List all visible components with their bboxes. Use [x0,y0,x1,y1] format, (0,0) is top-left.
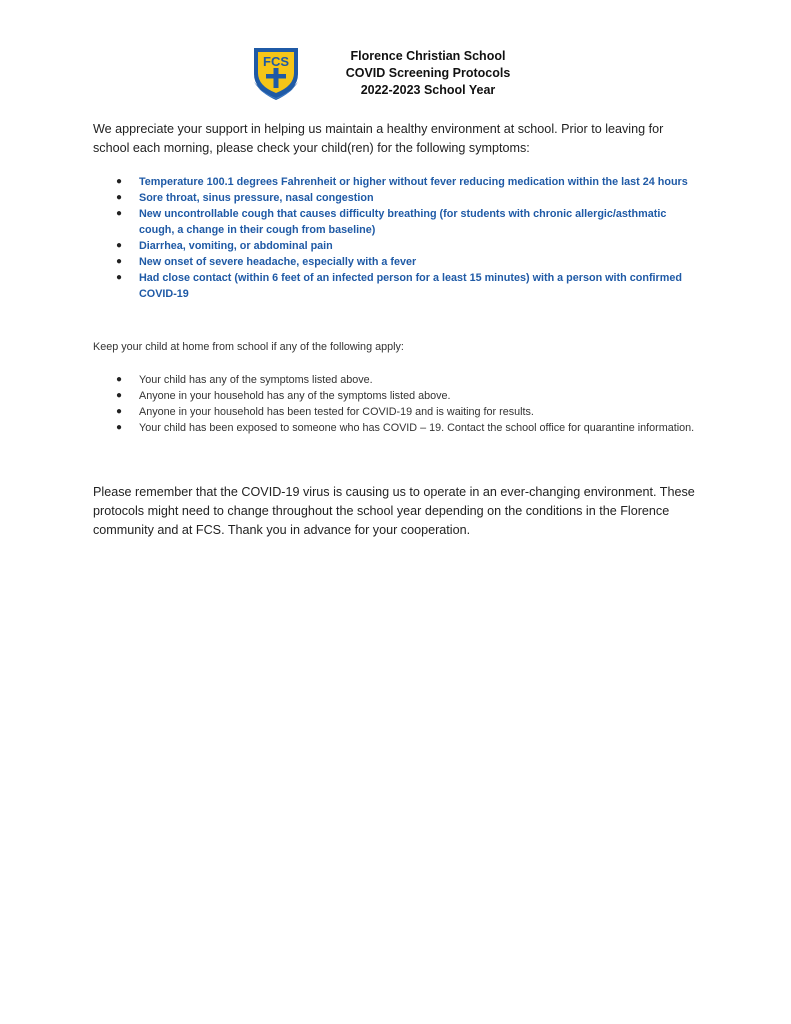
bullet-icon: ● [116,192,123,203]
list-item [93,404,703,420]
intro-paragraph: We appreciate your support in helping us maintain a healthy environment at school. Prior to leaving for school each morning, please check your child(ren) for the following symptoms: [93,122,664,155]
closing-paragraph: Please remember that the COVID-19 virus is causing us to operate in an ever-changing environment. These protocols might need to change throughout the school year depending on the conditions in the Florence community and at FCS. Thank you in advance for your cooperation. [93,485,695,537]
list-item [93,388,703,404]
symptom-text: Sore throat, sinus pressure, nasal congestion [139,192,374,204]
rule-text: Your child has any of the symptoms listed above. [139,374,373,386]
list-item [93,270,703,302]
list-item [93,190,703,206]
document-title: COVID Screening Protocols [345,66,511,80]
list-item [93,238,703,254]
rule-text: Anyone in your household has been tested for COVID-19 and is waiting for results. [139,406,534,418]
symptoms-list [93,174,703,302]
bullet-icon: ● [116,390,123,401]
stay-home-rules-list [93,372,703,436]
bullet-icon: ● [116,422,123,433]
header-title-block [308,48,548,99]
bullet-icon: ● [116,240,123,251]
list-item [93,420,703,436]
fcs-shield-logo-icon [250,44,302,104]
document-header [250,40,550,106]
symptom-text: Temperature 100.1 degrees Fahrenheit or higher without fever reducing medication within the last 24 hours [139,176,688,188]
symptom-text: New uncontrollable cough that causes difficulty breathing (for students with chronic allergic/asthmatic cough, a change in their cough from baseline) [139,208,667,236]
list-item [93,206,703,238]
bullet-icon: ● [116,272,123,283]
bullet-icon: ● [116,406,123,417]
school-year: 2022-2023 School Year [360,83,496,97]
bullet-icon: ● [116,256,123,267]
symptom-text: New onset of severe headache, especially with a fever [139,256,417,268]
stay-home-intro: Keep your child at home from school if any of the following apply: [93,341,404,353]
school-name: Florence Christian School [350,49,506,63]
bullet-icon: ● [116,208,123,219]
list-item [93,254,703,270]
bullet-icon: ● [116,374,123,385]
symptom-text: Diarrhea, vomiting, or abdominal pain [139,240,333,252]
list-item [93,174,703,190]
rule-text: Anyone in your household has any of the symptoms listed above. [139,390,451,402]
bullet-icon: ● [116,176,123,187]
symptom-text: Had close contact (within 6 feet of an infected person for a least 15 minutes) with a person with confirmed COVID-19 [139,272,682,300]
logo-text: FCS [263,54,289,69]
rule-text: Your child has been exposed to someone who has COVID – 19. Contact the school office for quarantine information. [139,422,695,434]
list-item [93,372,703,388]
